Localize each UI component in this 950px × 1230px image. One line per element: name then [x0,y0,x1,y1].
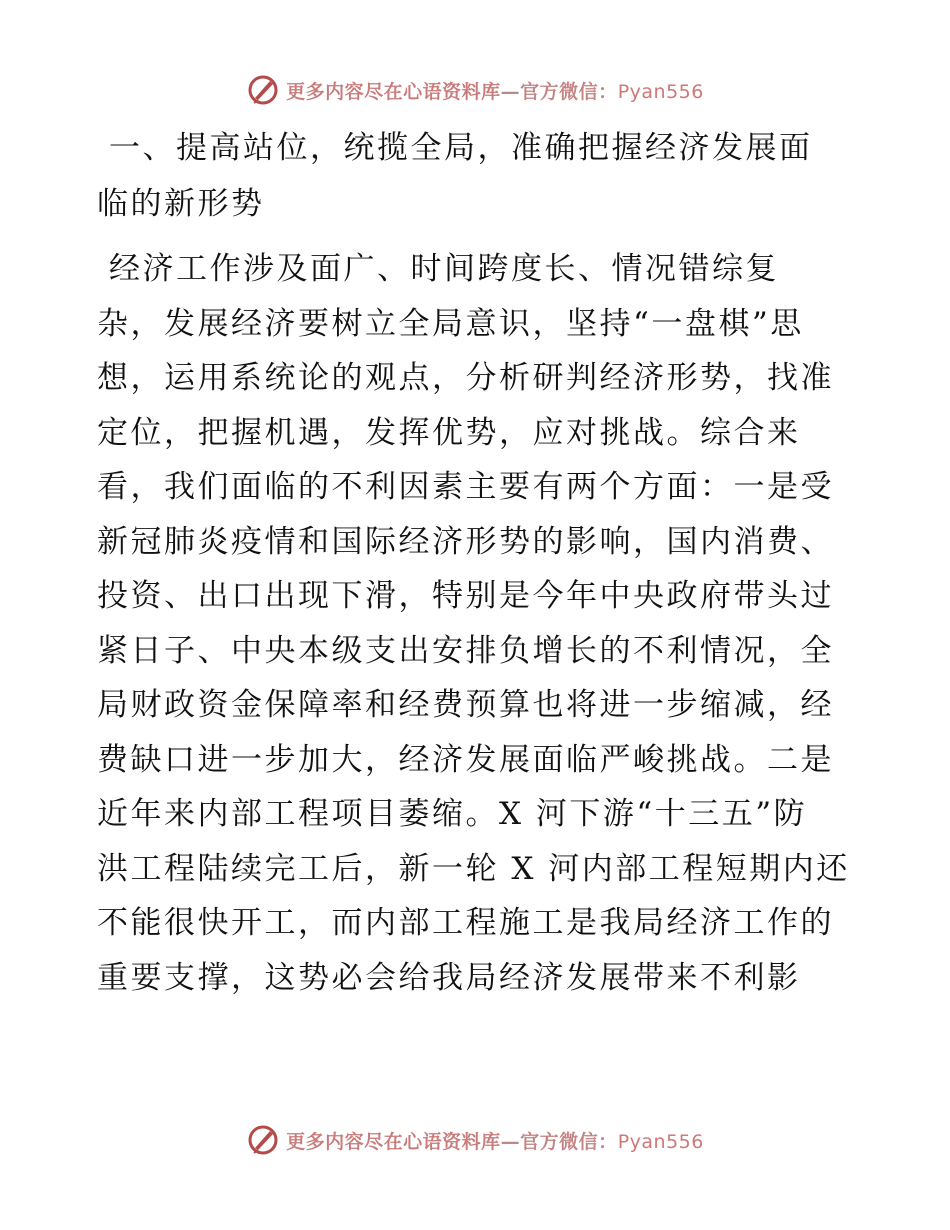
watermark-text [286,1127,704,1154]
paragraph-line: 紧日子、中央本级支出安排负增长的不利情况，全 [97,632,834,669]
body-paragraph [97,242,857,1005]
paragraph-line: 看，我们面临的不利因素主要有两个方面：一是受 [97,469,834,505]
paragraph-line: 近年来内部工程项目萎缩。X 河下游“十三五”防 [97,796,808,832]
watermark-site-name: 更多内容尽在心语资料库 [286,80,501,103]
heading-line: 临的新形势 [97,186,265,222]
watermark-site-name: 更多内容尽在心语资料库 [286,1130,501,1153]
paragraph-line: 重要支撑，这势必会给我局经济发展带来不利影 [97,959,801,996]
paragraph-line: 不能很快开工，而内部工程施工是我局经济工作的 [97,905,834,941]
paragraph-line: 新冠肺炎疫情和国际经济形势的影响，国内消费、 [97,523,834,560]
paragraph-line: 杂，发展经济要树立全局意识，坚持“一盘棋”思 [97,305,804,342]
watermark-header [0,70,950,110]
quill-logo-icon [246,73,280,107]
paragraph-line: 想，运用系统论的观点，分析研判经济形势，找准 [97,360,834,396]
paragraph-line: 定位，把握机遇，发挥优势，应对挑战。综合来 [97,414,801,451]
paragraph-line: 经济工作涉及面广、时间跨度长、情况错综复 [109,251,779,287]
watermark-dash: — [500,1130,521,1153]
paragraph-line: 费缺口进一步加大，经济发展面临严峻挑战。二是 [97,741,834,778]
document-body [97,120,857,1005]
watermark-wechat-label: 官方微信： [520,80,618,103]
paragraph-line: 洪工程陆续完工后，新一轮 X 河内部工程短期内还 [97,850,850,887]
paragraph-line: 投资、出口出现下滑，特别是今年中央政府带头过 [97,578,834,614]
watermark-wechat-id: Pyan556 [617,1130,704,1153]
watermark-footer [0,1120,950,1160]
section-heading [97,120,857,232]
watermark-dash: — [500,80,521,103]
paragraph-line: 局财政资金保障率和经费预算也将进一步缩减，经 [97,687,834,723]
watermark-text [286,77,704,104]
heading-line: 一、提高站位，统揽全局，准确把握经济发展面 [109,130,813,166]
watermark-wechat-label: 官方微信： [520,1130,618,1153]
watermark-wechat-id: Pyan556 [617,80,704,103]
quill-logo-icon [246,1123,280,1157]
